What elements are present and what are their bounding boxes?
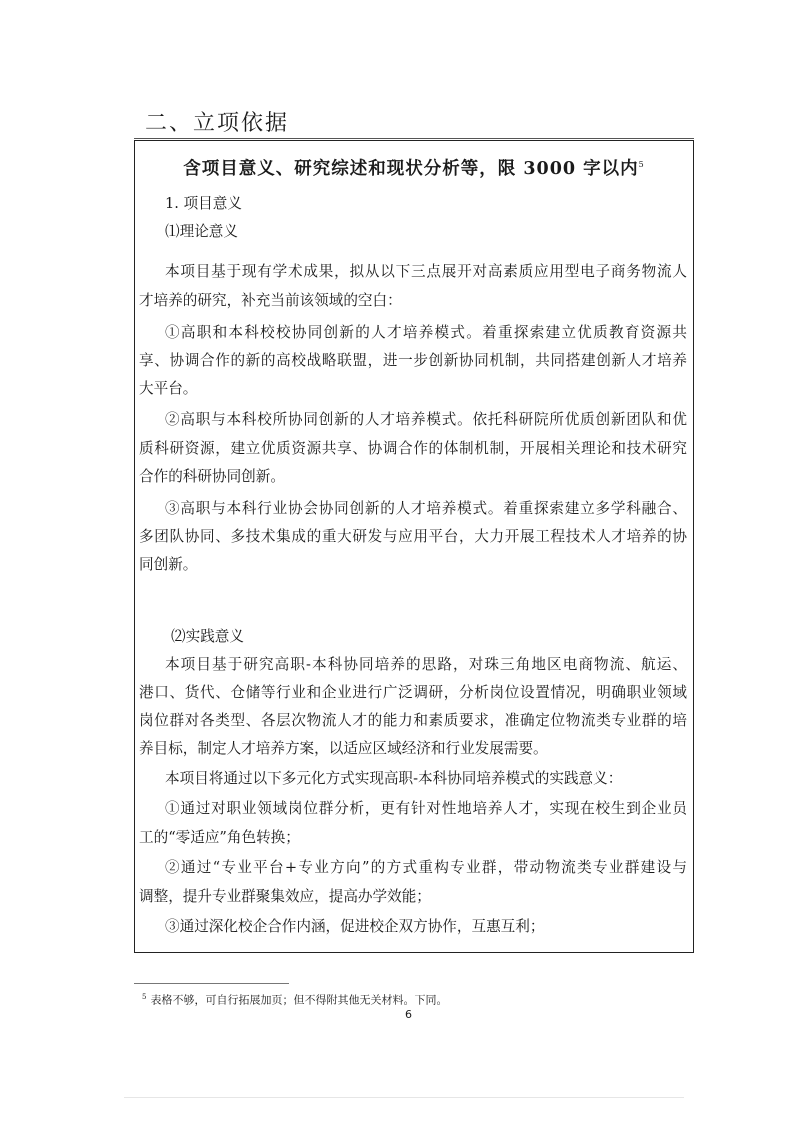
paragraph-line: 调整，提升专业群聚集效应，提高办学效能； <box>139 888 431 905</box>
paragraph-line: 本项目基于研究高职-本科协同培养的思路，对珠三角地区电商物流、航运、 <box>165 656 687 673</box>
bottom-divider <box>124 1097 684 1098</box>
heading-divider <box>134 138 694 139</box>
paragraph-line: 合作的科研协同创新。 <box>139 468 285 485</box>
paragraph-line: ③高职与本科行业协会协同创新的人才培养模式。着重探索建立多学科融合、 <box>165 500 687 517</box>
paragraph-line: 养目标，制定人才培养方案，以适应区域经济和行业发展需要。 <box>139 740 548 757</box>
page-number: 6 <box>405 1008 412 1021</box>
paragraph-line: 质科研资源，建立优质资源共享、协调合作的体制机制，开展相关理论和技术研究 <box>139 440 687 457</box>
paragraph-line: 本项目基于现有学术成果，拟从以下三点展开对高素质应用型电子商务物流人 <box>165 263 687 280</box>
footnote-mark: 5 <box>142 993 147 1001</box>
body-text <box>135 141 693 952</box>
form-box <box>134 140 694 953</box>
paragraph-line: ③通过深化校企合作内涵，促进校企双方协作，互惠互利； <box>165 918 545 935</box>
subheading-practical: ⑵实践意义 <box>171 628 244 645</box>
paragraph-line: ②高职与本科校所协同创新的人才培养模式。依托科研院所优质创新团队和优 <box>165 411 687 428</box>
paragraph-line: 同创新。 <box>139 556 198 573</box>
footnote-reference: 5 <box>638 160 645 170</box>
footnote-text: 表格不够，可自行拓展加页；但不得附其他无关材料。下同。 <box>150 993 448 1007</box>
box-header-text: 含项目意义、研究综述和现状分析等，限 3000 字以内 <box>183 159 639 179</box>
section-heading: 二、立项依据 <box>145 111 290 136</box>
heading-project-significance: 1. 项目意义 <box>165 195 242 212</box>
paragraph-line: 岗位群对各类型、各层次物流人才的能力和素质要求，准确定位物流类专业群的培 <box>139 712 687 729</box>
paragraph-line: 多团队协同、多技术集成的重大研发与应用平台，大力开展工程技术人才培养的协 <box>139 528 687 545</box>
paragraph-line: 港口、货代、仓储等行业和企业进行广泛调研，分析岗位设置情况，明确职业领域 <box>139 684 687 701</box>
footnote <box>142 990 447 1008</box>
paragraph-line: ①高职和本科校校协同创新的人才培养模式。着重探索建立优质教育资源共 <box>165 324 687 341</box>
paragraph-line: 享、协调合作的新的高校战略联盟，进一步创新协同机制，共同搭建创新人才培养 <box>139 352 687 369</box>
paragraph-line: 本项目将通过以下多元化方式实现高职-本科协同培养模式的实践意义： <box>165 770 623 787</box>
paragraph-line: ①通过对职业领域岗位群分析，更有针对性地培养人才，实现在校生到企业员 <box>165 800 687 817</box>
paragraph-line: 工的“零适应”角色转换； <box>139 829 300 846</box>
paragraph-line: ②通过“专业平台+专业方向”的方式重构专业群，带动物流类专业群建设与 <box>165 859 687 876</box>
footnote-divider <box>134 983 289 984</box>
paragraph-line: 才培养的研究，补充当前该领域的空白： <box>139 292 402 309</box>
paragraph-line: 大平台。 <box>139 380 198 397</box>
subheading-theoretical: ⑴理论意义 <box>165 223 238 240</box>
